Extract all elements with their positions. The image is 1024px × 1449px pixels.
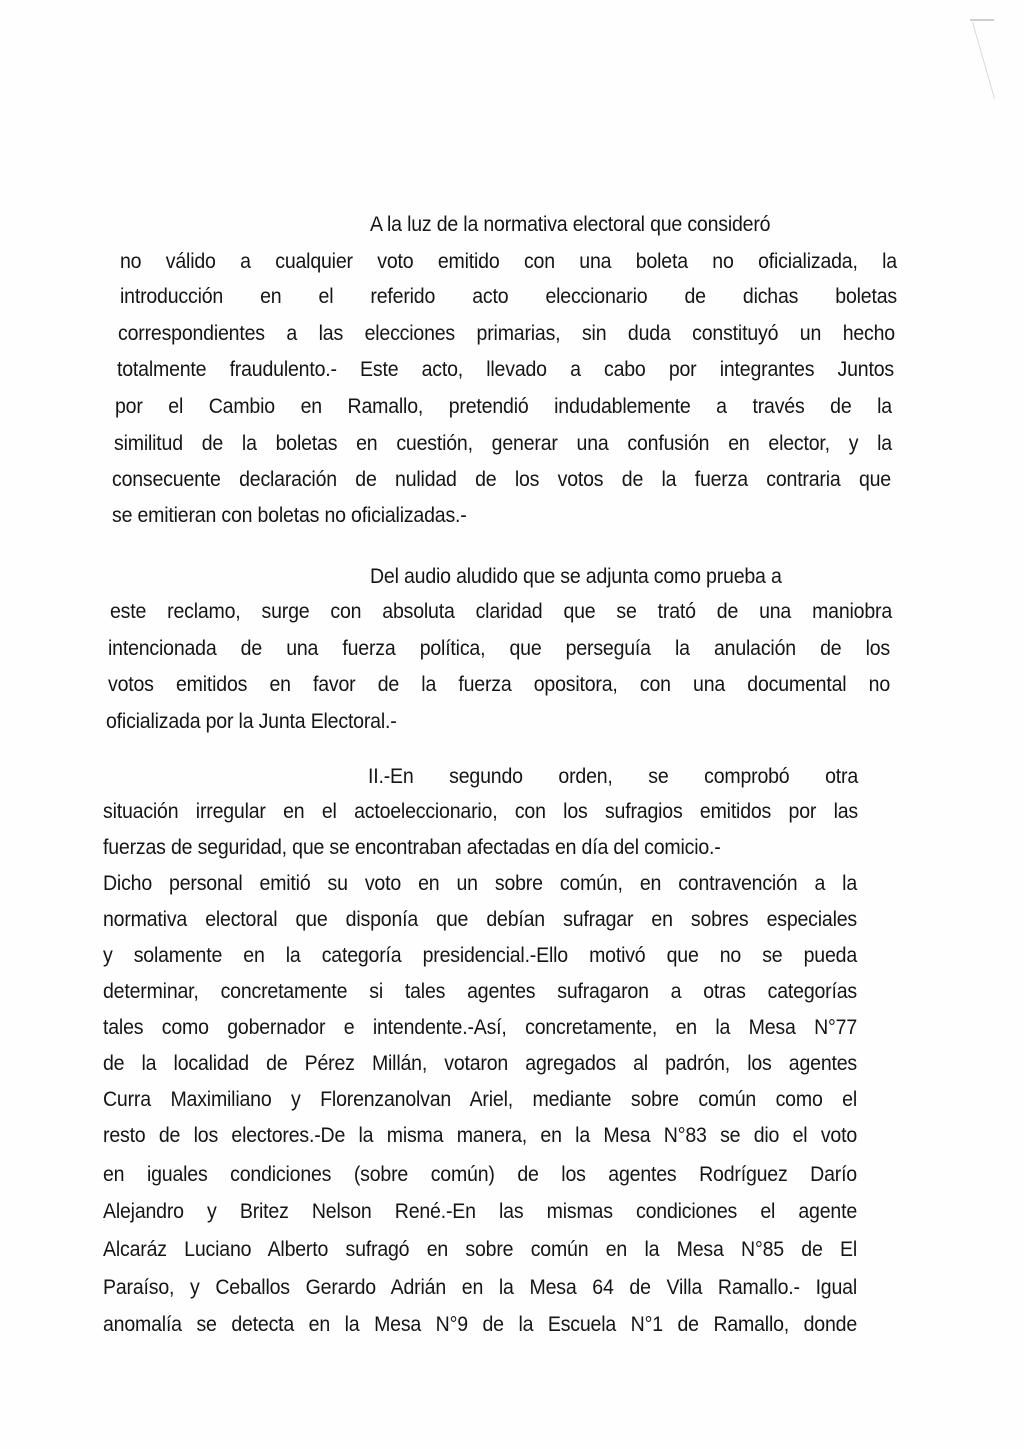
text-line: situación irregular en el actoeleccionario, con los sufragios emitidos por las (103, 800, 858, 823)
text-line: de la localidad de Pérez Millán, votaron agregados al padrón, los agentes (103, 1052, 857, 1075)
text-line: intencionada de una fuerza política, que perseguía la anulación de los (108, 637, 890, 660)
text-line: anomalía se detecta en la Mesa N°9 de la Escuela N°1 de Ramallo, donde (103, 1313, 857, 1336)
text-line: correspondientes a las elecciones primarias, sin duda constituyó un hecho (118, 322, 895, 345)
scan-mark (970, 19, 994, 21)
text-line: fuerzas de seguridad, que se encontraban afectadas en día del comicio.- (103, 836, 721, 859)
text-line: totalmente fraudulento.- Este acto, llevado a cabo por integrantes Juntos (117, 358, 894, 381)
text-line: II.-En segundo orden, se comprobó otra (368, 765, 858, 788)
text-line: no válido a cualquier voto emitido con una boleta no oficializada, la (120, 250, 897, 273)
text-line: A la luz de la normativa electoral que consideró (370, 213, 771, 236)
text-line: consecuente declaración de nulidad de los votos de la fuerza contraria que (112, 468, 891, 491)
text-line: Curra Maximiliano y Florenzanolvan Ariel, mediante sobre común como el (103, 1088, 857, 1111)
text-line: Paraíso, y Ceballos Gerardo Adrián en la Mesa 64 de Villa Ramallo.- Igual (103, 1276, 857, 1299)
text-line: resto de los electores.-De la misma manera, en la Mesa N°83 se dio el voto (103, 1124, 857, 1147)
text-line: introducción en el referido acto eleccionario de dichas boletas (120, 285, 897, 308)
text-line: Alejandro y Britez Nelson René.-En las mismas condiciones el agente (103, 1200, 857, 1223)
text-line: similitud de la boletas en cuestión, generar una confusión en elector, y la (114, 432, 892, 455)
text-line: normativa electoral que disponía que debían sufragar en sobres especiales (103, 908, 857, 931)
text-line: Alcaráz Luciano Alberto sufragó en sobre común en la Mesa N°85 de El (103, 1238, 857, 1261)
text-line: este reclamo, surge con absoluta claridad que se trató de una maniobra (110, 600, 892, 623)
text-line: y solamente en la categoría presidencial.-Ello motivó que no se pueda (103, 944, 857, 967)
text-line: determinar, concretamente si tales agentes sufragaron a otras categorías (103, 980, 857, 1003)
scan-mark-line (972, 22, 995, 99)
text-line: en iguales condiciones (sobre común) de los agentes Rodríguez Darío (103, 1163, 857, 1186)
text-line: votos emitidos en favor de la fuerza opositora, con una documental no (108, 673, 890, 696)
text-line: oficializada por la Junta Electoral.- (106, 710, 397, 733)
text-line: Dicho personal emitió su voto en un sobre común, en contravención a la (103, 872, 857, 895)
text-line: se emitieran con boletas no oficializadas.- (112, 504, 467, 527)
text-line: por el Cambio en Ramallo, pretendió indudablemente a través de la (115, 395, 892, 418)
text-line: Del audio aludido que se adjunta como prueba a (370, 565, 782, 588)
text-line: tales como gobernador e intendente.-Así, concretamente, en la Mesa N°77 (103, 1016, 857, 1039)
